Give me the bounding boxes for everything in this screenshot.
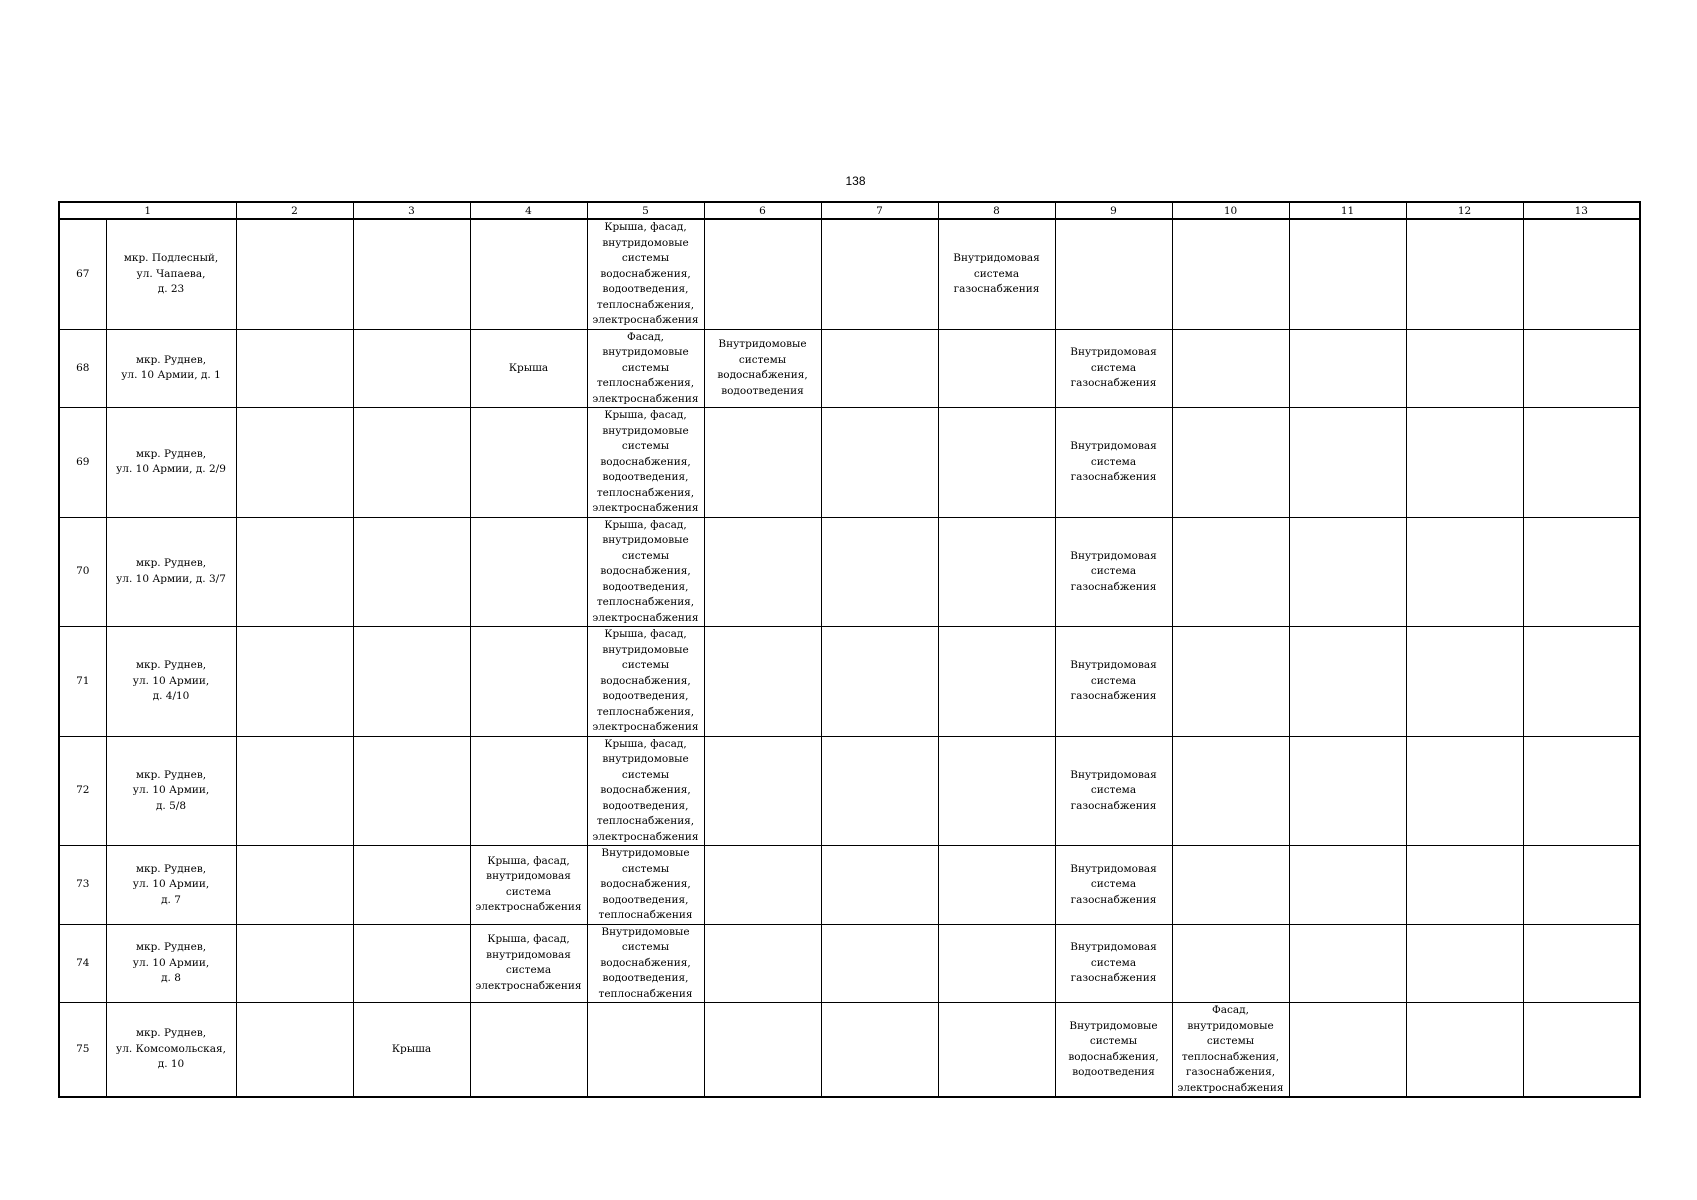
row-number: 69 <box>59 408 106 518</box>
cell-col-13 <box>1523 846 1640 925</box>
address-cell: мкр. Руднев, ул. 10 Армии, д. 2/9 <box>106 408 236 518</box>
cell-col-5: Крыша, фасад, внутридомовые системы водоснабжения, водоотведения, теплоснабжения, электроснабжения <box>587 408 704 518</box>
header-row <box>59 202 1640 219</box>
row-number: 74 <box>59 924 106 1003</box>
cell-col-11 <box>1289 219 1406 329</box>
cell-col-8 <box>938 924 1055 1003</box>
cell-col-4 <box>470 517 587 627</box>
row-number: 70 <box>59 517 106 627</box>
row-number: 72 <box>59 736 106 846</box>
row-number: 71 <box>59 627 106 737</box>
cell-col-3 <box>353 517 470 627</box>
row-number: 67 <box>59 219 106 329</box>
cell-col-11 <box>1289 924 1406 1003</box>
cell-col-10: Фасад, внутридомовые системы теплоснабжения, газоснабжения, электроснабжения <box>1172 1003 1289 1098</box>
cell-col-12 <box>1406 736 1523 846</box>
address-cell: мкр. Руднев, ул. Комсомольская, д. 10 <box>106 1003 236 1098</box>
cell-col-6 <box>704 627 821 737</box>
cell-col-4 <box>470 408 587 518</box>
address-cell: мкр. Руднев, ул. 10 Армии, д. 3/7 <box>106 517 236 627</box>
cell-col-6: Внутридомовые системы водоснабжения, водоотведения <box>704 329 821 408</box>
cell-col-10 <box>1172 517 1289 627</box>
cell-col-6 <box>704 408 821 518</box>
cell-col-9: Внутридомовая система газоснабжения <box>1055 736 1172 846</box>
cell-col-4: Крыша, фасад, внутридомовая система электроснабжения <box>470 924 587 1003</box>
cell-col-9 <box>1055 219 1172 329</box>
cell-col-7 <box>821 219 938 329</box>
cell-col-2 <box>236 1003 353 1098</box>
cell-col-2 <box>236 627 353 737</box>
column-header: 3 <box>353 202 470 219</box>
cell-col-6 <box>704 1003 821 1098</box>
cell-col-8 <box>938 408 1055 518</box>
cell-col-13 <box>1523 329 1640 408</box>
column-header: 5 <box>587 202 704 219</box>
table-row <box>59 1003 1640 1098</box>
column-header: 13 <box>1523 202 1640 219</box>
cell-col-11 <box>1289 627 1406 737</box>
cell-col-6 <box>704 924 821 1003</box>
cell-col-13 <box>1523 924 1640 1003</box>
table-row <box>59 517 1640 627</box>
cell-col-2 <box>236 736 353 846</box>
cell-col-2 <box>236 924 353 1003</box>
cell-col-8 <box>938 329 1055 408</box>
cell-col-4 <box>470 627 587 737</box>
table-row <box>59 219 1640 329</box>
cell-col-3 <box>353 408 470 518</box>
address-cell: мкр. Подлесный, ул. Чапаева, д. 23 <box>106 219 236 329</box>
cell-col-11 <box>1289 517 1406 627</box>
cell-col-4 <box>470 219 587 329</box>
cell-col-6 <box>704 846 821 925</box>
cell-col-9: Внутридомовая система газоснабжения <box>1055 846 1172 925</box>
table-row <box>59 924 1640 1003</box>
cell-col-12 <box>1406 846 1523 925</box>
column-header: 12 <box>1406 202 1523 219</box>
cell-col-9: Внутридомовая система газоснабжения <box>1055 517 1172 627</box>
page-number: 138 <box>845 174 866 188</box>
cell-col-11 <box>1289 736 1406 846</box>
cell-col-8 <box>938 736 1055 846</box>
cell-col-13 <box>1523 736 1640 846</box>
column-header: 11 <box>1289 202 1406 219</box>
column-header: 2 <box>236 202 353 219</box>
table-body <box>59 219 1640 1097</box>
cell-col-3 <box>353 219 470 329</box>
cell-col-12 <box>1406 924 1523 1003</box>
address-cell: мкр. Руднев, ул. 10 Армии, д. 8 <box>106 924 236 1003</box>
table-row <box>59 329 1640 408</box>
cell-col-13 <box>1523 627 1640 737</box>
address-cell: мкр. Руднев, ул. 10 Армии, д. 7 <box>106 846 236 925</box>
cell-col-4 <box>470 736 587 846</box>
cell-col-10 <box>1172 627 1289 737</box>
address-cell: мкр. Руднев, ул. 10 Армии, д. 1 <box>106 329 236 408</box>
cell-col-3 <box>353 329 470 408</box>
address-cell: мкр. Руднев, ул. 10 Армии, д. 5/8 <box>106 736 236 846</box>
repair-schedule-table <box>58 201 1641 1098</box>
table-row <box>59 736 1640 846</box>
cell-col-11 <box>1289 329 1406 408</box>
cell-col-10 <box>1172 846 1289 925</box>
cell-col-7 <box>821 329 938 408</box>
row-number: 68 <box>59 329 106 408</box>
cell-col-7 <box>821 408 938 518</box>
column-header: 8 <box>938 202 1055 219</box>
cell-col-10 <box>1172 924 1289 1003</box>
cell-col-7 <box>821 736 938 846</box>
cell-col-12 <box>1406 408 1523 518</box>
cell-col-8 <box>938 627 1055 737</box>
cell-col-11 <box>1289 846 1406 925</box>
table-row <box>59 408 1640 518</box>
column-header: 1 <box>59 202 236 219</box>
row-number: 75 <box>59 1003 106 1098</box>
cell-col-7 <box>821 924 938 1003</box>
cell-col-12 <box>1406 329 1523 408</box>
cell-col-10 <box>1172 219 1289 329</box>
cell-col-2 <box>236 329 353 408</box>
cell-col-9: Внутридомовая система газоснабжения <box>1055 627 1172 737</box>
cell-col-10 <box>1172 408 1289 518</box>
column-header: 9 <box>1055 202 1172 219</box>
cell-col-5: Крыша, фасад, внутридомовые системы водоснабжения, водоотведения, теплоснабжения, электроснабжения <box>587 517 704 627</box>
cell-col-7 <box>821 627 938 737</box>
cell-col-3 <box>353 924 470 1003</box>
cell-col-11 <box>1289 1003 1406 1098</box>
cell-col-6 <box>704 736 821 846</box>
table-row <box>59 846 1640 925</box>
cell-col-9: Внутридомовая система газоснабжения <box>1055 408 1172 518</box>
cell-col-7 <box>821 517 938 627</box>
cell-col-9: Внутридомовые системы водоснабжения, водоотведения <box>1055 1003 1172 1098</box>
cell-col-12 <box>1406 627 1523 737</box>
cell-col-9: Внутридомовая система газоснабжения <box>1055 329 1172 408</box>
cell-col-13 <box>1523 408 1640 518</box>
cell-col-7 <box>821 1003 938 1098</box>
column-header: 6 <box>704 202 821 219</box>
cell-col-3 <box>353 846 470 925</box>
column-header: 10 <box>1172 202 1289 219</box>
cell-col-6 <box>704 517 821 627</box>
cell-col-9: Внутридомовая система газоснабжения <box>1055 924 1172 1003</box>
cell-col-5: Крыша, фасад, внутридомовые системы водоснабжения, водоотведения, теплоснабжения, электроснабжения <box>587 736 704 846</box>
cell-col-5: Фасад, внутридомовые системы теплоснабжения, электроснабжения <box>587 329 704 408</box>
cell-col-7 <box>821 846 938 925</box>
cell-col-12 <box>1406 219 1523 329</box>
cell-col-8 <box>938 1003 1055 1098</box>
table-row <box>59 627 1640 737</box>
cell-col-13 <box>1523 517 1640 627</box>
cell-col-3 <box>353 627 470 737</box>
cell-col-3: Крыша <box>353 1003 470 1098</box>
cell-col-11 <box>1289 408 1406 518</box>
cell-col-3 <box>353 736 470 846</box>
cell-col-2 <box>236 408 353 518</box>
cell-col-13 <box>1523 1003 1640 1098</box>
cell-col-4: Крыша <box>470 329 587 408</box>
cell-col-5: Крыша, фасад, внутридомовые системы водоснабжения, водоотведения, теплоснабжения, электроснабжения <box>587 627 704 737</box>
cell-col-4: Крыша, фасад, внутридомовая система электроснабжения <box>470 846 587 925</box>
cell-col-2 <box>236 219 353 329</box>
cell-col-12 <box>1406 517 1523 627</box>
cell-col-5 <box>587 1003 704 1098</box>
row-number: 73 <box>59 846 106 925</box>
cell-col-6 <box>704 219 821 329</box>
cell-col-10 <box>1172 329 1289 408</box>
column-header: 7 <box>821 202 938 219</box>
cell-col-10 <box>1172 736 1289 846</box>
cell-col-2 <box>236 517 353 627</box>
cell-col-8: Внутридомовая система газоснабжения <box>938 219 1055 329</box>
cell-col-5: Внутридомовые системы водоснабжения, водоотведения, теплоснабжения <box>587 846 704 925</box>
column-header: 4 <box>470 202 587 219</box>
cell-col-2 <box>236 846 353 925</box>
cell-col-8 <box>938 517 1055 627</box>
cell-col-12 <box>1406 1003 1523 1098</box>
address-cell: мкр. Руднев, ул. 10 Армии, д. 4/10 <box>106 627 236 737</box>
cell-col-13 <box>1523 219 1640 329</box>
cell-col-5: Внутридомовые системы водоснабжения, водоотведения, теплоснабжения <box>587 924 704 1003</box>
cell-col-8 <box>938 846 1055 925</box>
cell-col-4 <box>470 1003 587 1098</box>
cell-col-5: Крыша, фасад, внутридомовые системы водоснабжения, водоотведения, теплоснабжения, электроснабжения <box>587 219 704 329</box>
